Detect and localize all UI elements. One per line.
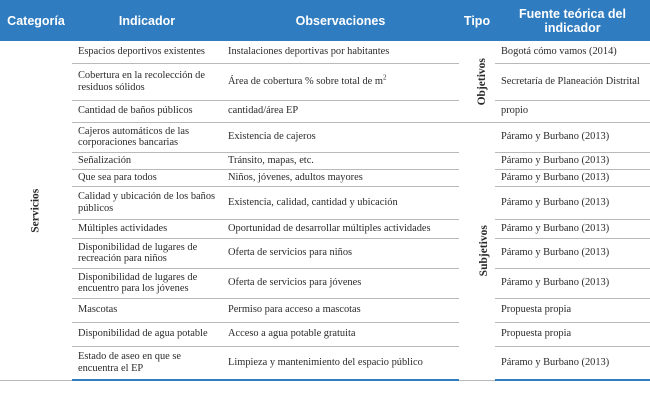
header-categoria: Categoría bbox=[0, 0, 72, 41]
table-row bbox=[0, 122, 650, 152]
category-label: Servicios bbox=[29, 188, 42, 233]
table-row bbox=[0, 219, 650, 238]
table-row bbox=[0, 152, 650, 169]
cell-fuente: Páramo y Burbano (2013) bbox=[495, 122, 650, 152]
cell-indicador: Cobertura en la recolección de residuos sólidos bbox=[72, 63, 222, 100]
cell-observaciones: cantidad/área EP bbox=[222, 100, 459, 122]
table-row bbox=[0, 238, 650, 268]
cell-fuente: Páramo y Burbano (2013) bbox=[495, 152, 650, 169]
cell-observaciones: Oferta de servicios para niños bbox=[222, 238, 459, 268]
cell-indicador: Mascotas bbox=[72, 298, 222, 322]
cell-indicador: Espacios deportivos existentes bbox=[72, 41, 222, 63]
cell-indicador: Múltiples actividades bbox=[72, 219, 222, 238]
cell-fuente: Páramo y Burbano (2013) bbox=[495, 346, 650, 380]
header-observaciones: Observaciones bbox=[222, 0, 459, 41]
cell-indicador: Calidad y ubicación de los baños públicos bbox=[72, 186, 222, 219]
cell-fuente: Secretaría de Planeación Distrital bbox=[495, 63, 650, 100]
cell-fuente: Bogotá cómo vamos (2014) bbox=[495, 41, 650, 63]
cell-observaciones bbox=[222, 63, 459, 100]
cell-fuente: Propuesta propia bbox=[495, 322, 650, 346]
table-row bbox=[0, 346, 650, 380]
cell-observaciones: Instalaciones deportivas por habitantes bbox=[222, 41, 459, 63]
cell-observaciones: Oferta de servicios para jóvenes bbox=[222, 268, 459, 298]
cell-indicador: Estado de aseo en que se encuentra el EP bbox=[72, 346, 222, 380]
table-row bbox=[0, 298, 650, 322]
cell-fuente: Páramo y Burbano (2013) bbox=[495, 268, 650, 298]
category-cell bbox=[0, 41, 72, 380]
header-row bbox=[0, 0, 650, 41]
cell-indicador: Disponibilidad de lugares de encuentro para los jóvenes bbox=[72, 268, 222, 298]
obs-superscript: 2 bbox=[382, 73, 387, 82]
cell-observaciones: Oportunidad de desarrollar múltiples actividades bbox=[222, 219, 459, 238]
cell-observaciones: Tránsito, mapas, etc. bbox=[222, 152, 459, 169]
table-row bbox=[0, 41, 650, 63]
tipo-objetivos-cell bbox=[459, 41, 495, 122]
cell-fuente: Páramo y Burbano (2013) bbox=[495, 238, 650, 268]
cell-observaciones: Permiso para acceso a mascotas bbox=[222, 298, 459, 322]
cell-observaciones: Acceso a agua potable gratuita bbox=[222, 322, 459, 346]
cell-fuente: Páramo y Burbano (2013) bbox=[495, 219, 650, 238]
table-row bbox=[0, 268, 650, 298]
cell-observaciones: Existencia, calidad, cantidad y ubicación bbox=[222, 186, 459, 219]
cell-indicador: Disponibilidad de agua potable bbox=[72, 322, 222, 346]
tipo-subjetivos-label: Subjetivos bbox=[477, 225, 490, 277]
table-row bbox=[0, 169, 650, 186]
tipo-subjetivos-cell bbox=[459, 122, 495, 380]
cell-fuente: propio bbox=[495, 100, 650, 122]
cell-indicador: Cajeros automáticos de las corporaciones bancarias bbox=[72, 122, 222, 152]
table-row bbox=[0, 322, 650, 346]
cell-fuente: Páramo y Burbano (2013) bbox=[495, 186, 650, 219]
cell-indicador: Que sea para todos bbox=[72, 169, 222, 186]
table-row bbox=[0, 100, 650, 122]
cell-indicador: Señalización bbox=[72, 152, 222, 169]
cell-indicador: Cantidad de baños públicos bbox=[72, 100, 222, 122]
table-row bbox=[0, 63, 650, 100]
table-row bbox=[0, 186, 650, 219]
header-fuente: Fuente teórica del indicador bbox=[495, 0, 650, 41]
cell-observaciones: Existencia de cajeros bbox=[222, 122, 459, 152]
cell-observaciones: Limpieza y mantenimiento del espacio público bbox=[222, 346, 459, 380]
tipo-objetivos-label: Objetivos bbox=[475, 57, 488, 105]
obs-text: Área de cobertura % sobre total de m bbox=[228, 75, 383, 87]
cell-fuente: Propuesta propia bbox=[495, 298, 650, 322]
cell-indicador: Disponibilidad de lugares de recreación para niños bbox=[72, 238, 222, 268]
cell-fuente: Páramo y Burbano (2013) bbox=[495, 169, 650, 186]
cell-observaciones: Niños, jóvenes, adultos mayores bbox=[222, 169, 459, 186]
header-indicador: Indicador bbox=[72, 0, 222, 41]
header-tipo: Tipo bbox=[459, 0, 495, 41]
